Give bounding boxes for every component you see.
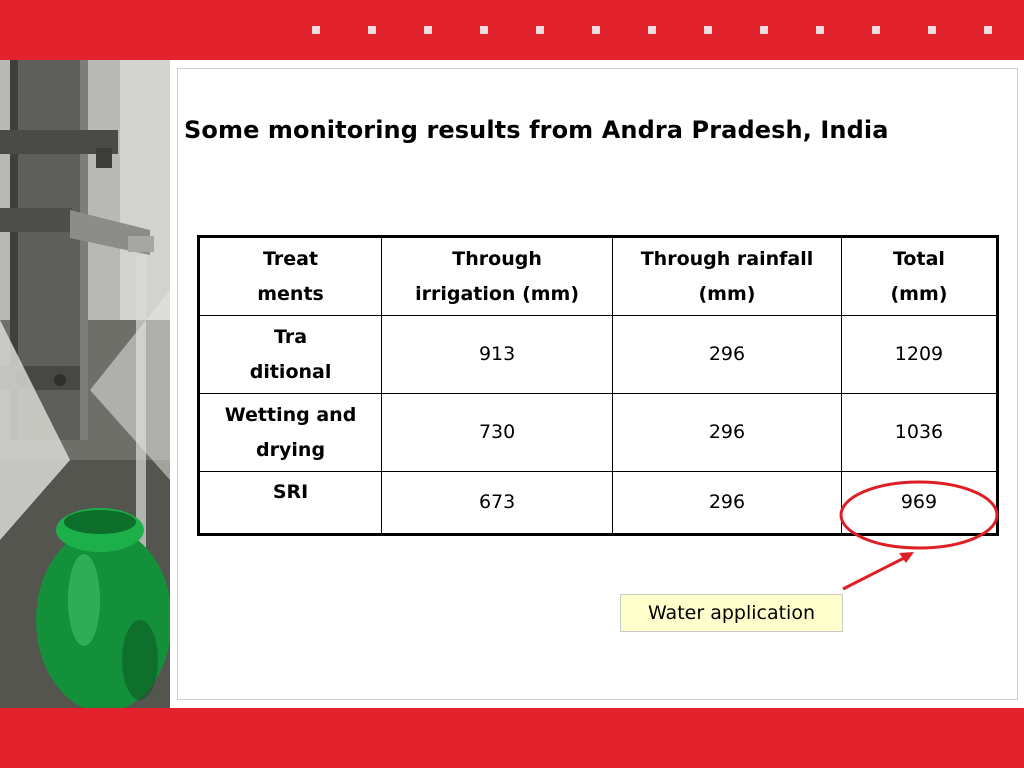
table-header-row xyxy=(199,237,998,316)
irrigation-cell: 730 xyxy=(382,394,613,472)
row-label-line: ditional xyxy=(249,360,332,383)
total-cell: 969 xyxy=(841,472,997,535)
row-label xyxy=(199,316,382,394)
bottom-banner xyxy=(0,708,1024,768)
row-label xyxy=(199,394,382,472)
row-label-line: SRI xyxy=(272,481,309,503)
row-label xyxy=(199,472,382,535)
header-line: Through rainfall xyxy=(640,247,814,270)
irrigation-cell: 673 xyxy=(382,472,613,535)
header-line: irrigation (mm) xyxy=(415,282,580,305)
banner-dot xyxy=(704,26,712,34)
header-line: Through xyxy=(452,247,542,270)
hand-pump-illustration xyxy=(0,60,170,708)
table-row-wetting-drying xyxy=(199,394,998,472)
banner-dot xyxy=(424,26,432,34)
table-row-sri xyxy=(199,472,998,535)
banner-dot xyxy=(368,26,376,34)
monitoring-results-table xyxy=(197,235,999,536)
header-irrigation xyxy=(382,237,613,316)
banner-dot xyxy=(928,26,936,34)
rainfall-cell: 296 xyxy=(613,316,842,394)
hand-pump-photo xyxy=(0,60,170,708)
banner-dot xyxy=(984,26,992,34)
rainfall-cell: 296 xyxy=(613,394,842,472)
banner-dot xyxy=(592,26,600,34)
header-line: (mm) xyxy=(698,282,756,305)
banner-dot xyxy=(648,26,656,34)
row-label-line: drying xyxy=(256,438,326,461)
banner-dot xyxy=(816,26,824,34)
total-cell: 1036 xyxy=(841,394,997,472)
banner-dot xyxy=(480,26,488,34)
row-label-line: Tra xyxy=(274,325,308,348)
header-line: ments xyxy=(257,282,324,305)
header-line: Treat xyxy=(263,247,319,270)
slide-title: Some monitoring results from Andra Pradesh, India xyxy=(184,116,889,144)
header-line: Total xyxy=(893,247,945,270)
table-row-traditional xyxy=(199,316,998,394)
row-label-line: Wetting and xyxy=(224,403,357,426)
irrigation-cell: 913 xyxy=(382,316,613,394)
total-cell: 1209 xyxy=(841,316,997,394)
banner-dots xyxy=(312,23,992,37)
banner-dot xyxy=(872,26,880,34)
header-total xyxy=(841,237,997,316)
banner-dot xyxy=(760,26,768,34)
header-line: (mm) xyxy=(890,282,948,305)
header-treatments xyxy=(199,237,382,316)
top-banner xyxy=(0,0,1024,60)
header-rainfall xyxy=(613,237,842,316)
banner-dot xyxy=(312,26,320,34)
rainfall-cell: 296 xyxy=(613,472,842,535)
water-application-callout: Water application xyxy=(620,594,843,632)
banner-dot xyxy=(536,26,544,34)
